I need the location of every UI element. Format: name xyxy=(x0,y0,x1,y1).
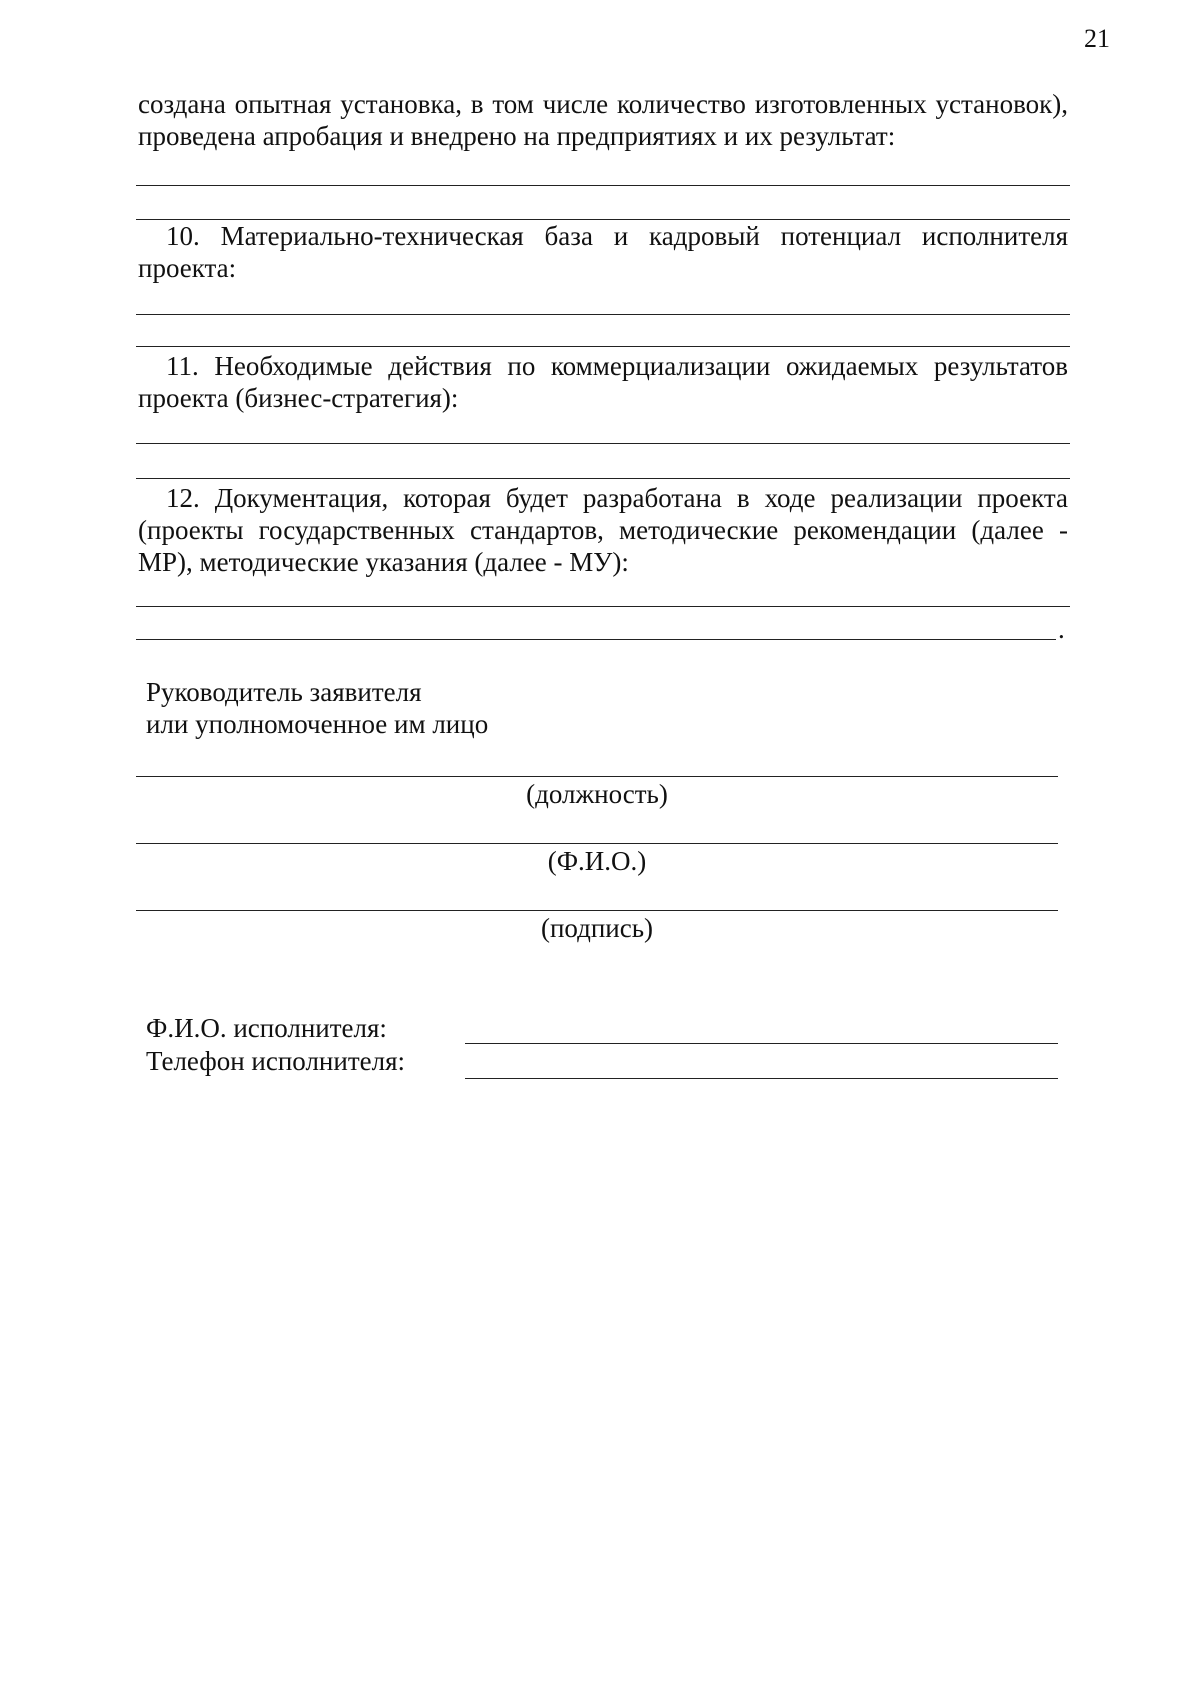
section-11-text: 11. Необходимые действия по коммерциализации ожидаемых результатов проекта (бизнес-стратегия): xyxy=(138,351,1068,413)
signature-caption: (подпись) xyxy=(540,913,654,943)
position-line xyxy=(136,776,1058,777)
page-number: 21 xyxy=(1084,24,1110,53)
section-12-text: 12. Документация, которая будет разработана в ходе реализации проекта (проекты государственных стандартов, методические рекомендации (далее - МР), методические указания (далее - МУ): xyxy=(138,483,1068,577)
fill-line-section-11-1 xyxy=(136,443,1070,444)
fill-line-continuation-1 xyxy=(136,185,1070,186)
position-caption: (должность) xyxy=(526,779,668,809)
fill-line-section-10-1 xyxy=(136,314,1070,315)
executor-phone-label: Телефон исполнителя: xyxy=(146,1046,406,1076)
fill-line-section-12-2 xyxy=(136,639,1056,640)
executor-phone-line xyxy=(465,1078,1058,1079)
signature-title xyxy=(146,676,488,740)
fill-line-section-10-2 xyxy=(136,346,1070,347)
executor-name-line xyxy=(465,1043,1058,1044)
name-line xyxy=(136,843,1058,844)
fill-line-section-12-1 xyxy=(136,606,1070,607)
executor-name-label: Ф.И.О. исполнителя: xyxy=(146,1013,387,1043)
fill-line-section-11-2 xyxy=(136,478,1070,479)
continuation-paragraph: создана опытная установка, в том числе количество изготовленных установок), проведена апробация и внедрено на предприятиях и их результат: xyxy=(138,89,1068,151)
signature-title-line-1: Руководитель заявителя xyxy=(146,677,422,707)
signature-line xyxy=(136,910,1058,911)
signature-title-line-2: или уполномоченное им лицо xyxy=(146,709,489,739)
section-10-text: 10. Материально-техническая база и кадровый потенциал исполнителя проекта: xyxy=(138,221,1068,283)
name-caption: (Ф.И.О.) xyxy=(547,846,647,876)
end-mark: . xyxy=(1058,614,1065,644)
